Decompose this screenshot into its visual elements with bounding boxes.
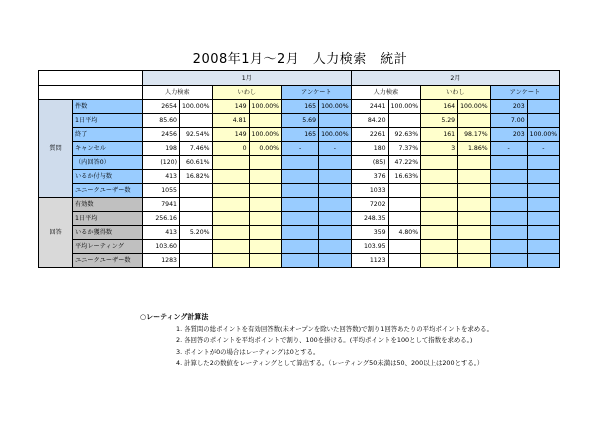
- data-cell: 149: [212, 100, 249, 114]
- data-cell: [249, 212, 282, 226]
- data-cell: 100.00%: [388, 100, 421, 114]
- data-cell: 5.29: [421, 114, 458, 128]
- data-cell: 100.00%: [458, 100, 491, 114]
- data-cell: [212, 156, 249, 170]
- data-cell: 100.00%: [319, 128, 352, 142]
- row-label: 平均レーティング: [73, 240, 143, 254]
- header-row-months: [39, 71, 560, 86]
- data-cell: [527, 156, 560, 170]
- data-cell: [458, 184, 491, 198]
- data-cell: 359: [351, 226, 388, 240]
- data-cell: [458, 212, 491, 226]
- data-cell: [458, 198, 491, 212]
- data-cell: 100.00%: [527, 128, 560, 142]
- data-cell: [249, 170, 282, 184]
- data-cell: 1.86%: [458, 142, 491, 156]
- data-cell: [212, 226, 249, 240]
- data-cell: 1033: [351, 184, 388, 198]
- data-cell: 198: [143, 142, 180, 156]
- note-item: 2. 各回答のポイントを平均ポイントで割り、100を掛ける。(平均ポイントを100として指数を求める。): [176, 336, 473, 344]
- data-cell: [490, 226, 527, 240]
- data-cell: [249, 184, 282, 198]
- table-row: [39, 198, 560, 212]
- data-cell: 103.60: [143, 240, 180, 254]
- data-cell: 3: [421, 142, 458, 156]
- data-cell: 92.63%: [388, 128, 421, 142]
- table-row: [39, 184, 560, 198]
- table-row: [39, 128, 560, 142]
- data-cell: -: [282, 142, 319, 156]
- data-cell: [388, 114, 421, 128]
- data-cell: [282, 184, 319, 198]
- data-cell: [490, 254, 527, 268]
- data-cell: 100.00%: [180, 100, 213, 114]
- data-cell: 164: [421, 100, 458, 114]
- data-cell: [458, 226, 491, 240]
- note-title: ○レーティング計算法: [140, 313, 209, 321]
- data-cell: 4.81: [212, 114, 249, 128]
- row-label: キャンセル: [73, 142, 143, 156]
- data-cell: [421, 184, 458, 198]
- table-row: [39, 100, 560, 114]
- data-cell: 0: [212, 142, 249, 156]
- data-cell: 92.54%: [180, 128, 213, 142]
- header-row-services: [39, 86, 560, 100]
- data-cell: [282, 170, 319, 184]
- data-cell: 5.20%: [180, 226, 213, 240]
- data-cell: [249, 240, 282, 254]
- data-cell: 7.37%: [388, 142, 421, 156]
- data-cell: 2261: [351, 128, 388, 142]
- data-cell: [527, 254, 560, 268]
- data-cell: [527, 212, 560, 226]
- data-cell: [249, 198, 282, 212]
- data-cell: [282, 198, 319, 212]
- data-cell: [527, 240, 560, 254]
- row-label: 有効数: [73, 198, 143, 212]
- service-header: アンケート: [282, 86, 352, 100]
- data-cell: [421, 226, 458, 240]
- data-cell: [458, 254, 491, 268]
- data-cell: [282, 226, 319, 240]
- data-cell: 7.00: [490, 114, 527, 128]
- row-label: 件数: [73, 100, 143, 114]
- data-cell: [421, 198, 458, 212]
- rating-note: [140, 312, 493, 370]
- table-row: [39, 226, 560, 240]
- data-cell: 60.61%: [180, 156, 213, 170]
- data-cell: 103.95: [351, 240, 388, 254]
- data-cell: 7.46%: [180, 142, 213, 156]
- row-label: 1日平均: [73, 212, 143, 226]
- data-cell: -: [490, 142, 527, 156]
- data-cell: [180, 240, 213, 254]
- note-item: 4. 計算した2の数値をレーティングとして算出する。（レーティング50未満は50、200以上は200とする。）: [176, 359, 484, 367]
- row-label: （内回答0）: [73, 156, 143, 170]
- table-row: [39, 254, 560, 268]
- data-cell: 84.20: [351, 114, 388, 128]
- data-cell: 256.16: [143, 212, 180, 226]
- data-cell: [388, 212, 421, 226]
- data-cell: 180: [351, 142, 388, 156]
- data-cell: [249, 156, 282, 170]
- service-header: 人力検索: [351, 86, 421, 100]
- data-cell: [180, 184, 213, 198]
- data-cell: [282, 156, 319, 170]
- data-cell: [527, 198, 560, 212]
- data-cell: 5.69: [282, 114, 319, 128]
- row-label: 1日平均: [73, 114, 143, 128]
- data-cell: [388, 184, 421, 198]
- data-cell: [421, 240, 458, 254]
- data-cell: [282, 212, 319, 226]
- header-blank: [39, 86, 143, 100]
- row-label: ユニークユーザー数: [73, 254, 143, 268]
- data-cell: [490, 156, 527, 170]
- data-cell: [319, 170, 352, 184]
- data-cell: [388, 198, 421, 212]
- data-cell: 85.60: [143, 114, 180, 128]
- section-label-question: 質問: [39, 100, 73, 198]
- data-cell: [319, 254, 352, 268]
- data-cell: [490, 184, 527, 198]
- data-cell: [490, 212, 527, 226]
- data-cell: 47.22%: [388, 156, 421, 170]
- row-label: ユニークユーザー数: [73, 184, 143, 198]
- data-cell: [388, 254, 421, 268]
- data-cell: [180, 198, 213, 212]
- data-cell: 98.17%: [458, 128, 491, 142]
- data-cell: [319, 156, 352, 170]
- data-cell: 7202: [351, 198, 388, 212]
- data-cell: [212, 212, 249, 226]
- data-cell: 1123: [351, 254, 388, 268]
- note-item: 1. 各質問の総ポイントを有効回答数(未オープンを除いた回答数)で割り1回答あたりの平均ポイントを求める。: [176, 324, 493, 333]
- data-cell: [527, 114, 560, 128]
- data-cell: [319, 226, 352, 240]
- data-cell: [212, 184, 249, 198]
- section-label-answer: 回答: [39, 198, 73, 268]
- table-row: [39, 114, 560, 128]
- data-cell: -: [527, 142, 560, 156]
- data-cell: 1283: [143, 254, 180, 268]
- table-row: [39, 170, 560, 184]
- table-row: [39, 212, 560, 226]
- data-cell: 165: [282, 100, 319, 114]
- data-cell: 16.82%: [180, 170, 213, 184]
- data-cell: 100.00%: [319, 100, 352, 114]
- data-cell: 161: [421, 128, 458, 142]
- month-header: 1月: [143, 71, 352, 86]
- data-cell: [319, 198, 352, 212]
- data-cell: [421, 254, 458, 268]
- note-item: 3. ポイントが0の場合はレーティングは0とする。: [176, 347, 320, 356]
- data-cell: 165: [282, 128, 319, 142]
- data-cell: [490, 240, 527, 254]
- data-cell: [527, 170, 560, 184]
- data-cell: 2441: [351, 100, 388, 114]
- data-cell: [458, 114, 491, 128]
- month-header: 2月: [351, 71, 560, 86]
- data-cell: 203: [490, 128, 527, 142]
- data-cell: 7941: [143, 198, 180, 212]
- service-header: いわし: [212, 86, 282, 100]
- data-cell: [319, 240, 352, 254]
- data-cell: 248.35: [351, 212, 388, 226]
- data-cell: 413: [143, 170, 180, 184]
- data-cell: [319, 114, 352, 128]
- table-row: [39, 142, 560, 156]
- stats-table: [38, 70, 560, 268]
- data-cell: 0.00%: [249, 142, 282, 156]
- data-cell: [490, 198, 527, 212]
- data-cell: 100.00%: [249, 128, 282, 142]
- data-cell: [388, 240, 421, 254]
- service-header: アンケート: [490, 86, 560, 100]
- data-cell: [282, 240, 319, 254]
- data-cell: [458, 240, 491, 254]
- data-cell: [319, 184, 352, 198]
- header-blank: [39, 71, 143, 86]
- data-cell: [180, 254, 213, 268]
- row-label: 終了: [73, 128, 143, 142]
- data-cell: [458, 170, 491, 184]
- data-cell: [421, 212, 458, 226]
- data-cell: 203: [490, 100, 527, 114]
- data-cell: 376: [351, 170, 388, 184]
- table-row: [39, 240, 560, 254]
- data-cell: (120): [143, 156, 180, 170]
- data-cell: [421, 156, 458, 170]
- data-cell: -: [319, 142, 352, 156]
- data-cell: [421, 170, 458, 184]
- data-cell: [527, 184, 560, 198]
- data-cell: 413: [143, 226, 180, 240]
- service-header: 人力検索: [143, 86, 213, 100]
- row-label: いるか獲得数: [73, 226, 143, 240]
- data-cell: 2456: [143, 128, 180, 142]
- data-cell: [319, 212, 352, 226]
- data-cell: 149: [212, 128, 249, 142]
- data-cell: [527, 100, 560, 114]
- data-cell: [249, 226, 282, 240]
- data-cell: [212, 170, 249, 184]
- data-cell: [490, 170, 527, 184]
- data-cell: 100.00%: [249, 100, 282, 114]
- data-cell: [458, 156, 491, 170]
- data-cell: [180, 212, 213, 226]
- data-cell: [282, 254, 319, 268]
- data-cell: [212, 254, 249, 268]
- data-cell: [527, 226, 560, 240]
- data-cell: [212, 240, 249, 254]
- row-label: いるか付与数: [73, 170, 143, 184]
- data-cell: 16.63%: [388, 170, 421, 184]
- data-cell: [212, 198, 249, 212]
- page-title: 2008年1月～2月 人力検索 統計: [192, 52, 408, 67]
- data-cell: 4.80%: [388, 226, 421, 240]
- service-header: いわし: [421, 86, 491, 100]
- data-cell: 2654: [143, 100, 180, 114]
- data-cell: (85): [351, 156, 388, 170]
- data-cell: 1055: [143, 184, 180, 198]
- data-cell: [180, 114, 213, 128]
- table-row: [39, 156, 560, 170]
- data-cell: [249, 254, 282, 268]
- data-cell: [249, 114, 282, 128]
